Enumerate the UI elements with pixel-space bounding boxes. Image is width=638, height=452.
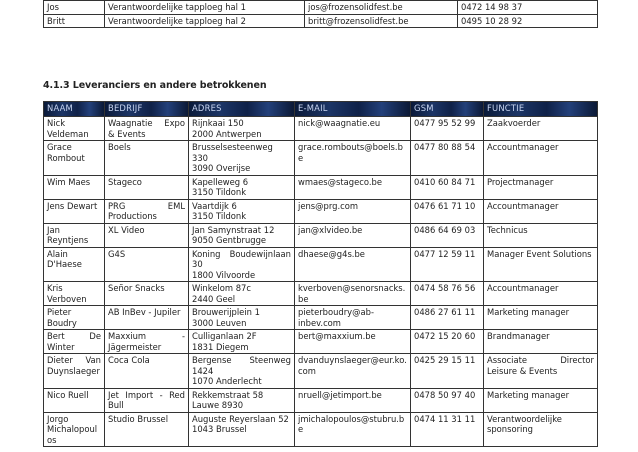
cell-bedrijf: AB InBev - Jupiler: [105, 306, 189, 330]
header-naam: NAAM: [44, 102, 105, 117]
table-row: [44, 247, 598, 282]
cell-bedrijf: Maxxium - Jägermeister: [105, 330, 189, 354]
header-email: E-MAIL: [295, 102, 411, 117]
contact-role: Verantwoordelijke tapploeg hal 1: [105, 1, 305, 15]
cell-gsm: 0474 11 31 11: [411, 412, 484, 447]
cell-email[interactable]: dvanduynslaeger@eur.ko.com: [295, 354, 411, 389]
cell-naam: Jan Reyntjens: [44, 223, 105, 247]
contact-name: Britt: [44, 14, 105, 28]
table-row: [44, 175, 598, 199]
cell-adres: Auguste Reyerslaan 52 1043 Brussel: [189, 412, 295, 447]
cell-naam: Kris Verboven: [44, 282, 105, 306]
contact-phone: 0472 14 98 37: [458, 1, 598, 15]
cell-naam: Nico Ruell: [44, 388, 105, 412]
cell-email[interactable]: nruell@jetimport.be: [295, 388, 411, 412]
cell-email[interactable]: wmaes@stageco.be: [295, 175, 411, 199]
cell-adres: Kapelleweg 6 3150 Tildonk: [189, 175, 295, 199]
cell-adres: Vaartdijk 6 3150 Tildonk: [189, 199, 295, 223]
cell-adres: Brusselsesteenweg 330 3090 Overijse: [189, 141, 295, 176]
cell-bedrijf: Coca Cola: [105, 354, 189, 389]
suppliers-table: [43, 101, 598, 447]
cell-bedrijf: Boels: [105, 141, 189, 176]
cell-functie: Marketing manager: [484, 306, 598, 330]
cell-functie: Zaakvoerder: [484, 117, 598, 141]
cell-naam: Bert De Winter: [44, 330, 105, 354]
table-row: [44, 141, 598, 176]
contact-role: Verantwoordelijke tapploeg hal 2: [105, 14, 305, 28]
table-row: [44, 330, 598, 354]
cell-email[interactable]: jan@xlvideo.be: [295, 223, 411, 247]
cell-functie: Technicus: [484, 223, 598, 247]
cell-bedrijf: PRG EML Productions: [105, 199, 189, 223]
cell-adres: Jan Samynstraat 12 9050 Gentbrugge: [189, 223, 295, 247]
table-row: [44, 282, 598, 306]
cell-bedrijf: Studio Brussel: [105, 412, 189, 447]
cell-functie: Accountmanager: [484, 282, 598, 306]
cell-naam: Pieter Boudry: [44, 306, 105, 330]
cell-gsm: 0477 12 59 11: [411, 247, 484, 282]
cell-adres: Winkelom 87c 2440 Geel: [189, 282, 295, 306]
cell-functie: Verantwoordelijke sponsoring: [484, 412, 598, 447]
cell-email[interactable]: nick@waagnatie.eu: [295, 117, 411, 141]
cell-adres: Koning Boudewijnlaan 30 1800 Vilvoorde: [189, 247, 295, 282]
section-heading: 4.1.3 Leveranciers en andere betrokkenen: [43, 80, 267, 91]
cell-naam: Grace Rombout: [44, 141, 105, 176]
cell-functie: Manager Event Solutions: [484, 247, 598, 282]
cell-bedrijf: Stageco: [105, 175, 189, 199]
cell-gsm: 0486 64 69 03: [411, 223, 484, 247]
cell-gsm: 0410 60 84 71: [411, 175, 484, 199]
cell-gsm: 0486 27 61 11: [411, 306, 484, 330]
header-functie: FUNCTIE: [484, 102, 598, 117]
cell-bedrijf: Jet Import - Red Bull: [105, 388, 189, 412]
cell-naam: Jens Dewart: [44, 199, 105, 223]
cell-email[interactable]: pieterboudry@ab-inbev.com: [295, 306, 411, 330]
cell-email[interactable]: kverboven@senorsnacks.be: [295, 282, 411, 306]
cell-email[interactable]: dhaese@g4s.be: [295, 247, 411, 282]
header-bedrijf: BEDRIJF: [105, 102, 189, 117]
contact-name: Jos: [44, 1, 105, 15]
cell-bedrijf: G4S: [105, 247, 189, 282]
cell-email[interactable]: bert@maxxium.be: [295, 330, 411, 354]
table-row: [44, 117, 598, 141]
table-row: [44, 388, 598, 412]
cell-naam: Dieter Van Duynslaeger: [44, 354, 105, 389]
cell-gsm: 0425 29 15 11: [411, 354, 484, 389]
cell-gsm: 0478 50 97 40: [411, 388, 484, 412]
header-gsm: GSM: [411, 102, 484, 117]
cell-gsm: 0476 61 71 10: [411, 199, 484, 223]
table-row: [44, 1, 598, 15]
table-row: [44, 306, 598, 330]
cell-adres: Rijnkaai 150 2000 Antwerpen: [189, 117, 295, 141]
cell-naam: Wim Maes: [44, 175, 105, 199]
cell-adres: Rekkemstraat 58 Lauwe 8930: [189, 388, 295, 412]
cell-adres: Culliganlaan 2F 1831 Diegem: [189, 330, 295, 354]
cell-email[interactable]: jmichalopoulos@stubru.be: [295, 412, 411, 447]
cell-functie: Associate Director Leisure & Events: [484, 354, 598, 389]
table-row: [44, 223, 598, 247]
table-header-row: [44, 102, 598, 117]
cell-gsm: 0477 80 88 54: [411, 141, 484, 176]
cell-functie: Accountmanager: [484, 141, 598, 176]
cell-functie: Accountmanager: [484, 199, 598, 223]
cell-functie: Brandmanager: [484, 330, 598, 354]
cell-adres: Bergense Steenweg 1424 1070 Anderlecht: [189, 354, 295, 389]
cell-functie: Marketing manager: [484, 388, 598, 412]
cell-naam: Alain D'Haese: [44, 247, 105, 282]
cell-gsm: 0477 95 52 99: [411, 117, 484, 141]
header-adres: ADRES: [189, 102, 295, 117]
cell-adres: Brouwerijplein 1 3000 Leuven: [189, 306, 295, 330]
cell-functie: Projectmanager: [484, 175, 598, 199]
cell-naam: Jorgo Michalopoulos: [44, 412, 105, 447]
cell-gsm: 0474 58 76 56: [411, 282, 484, 306]
cell-naam: Nick Veldeman: [44, 117, 105, 141]
cell-bedrijf: Waagnatie Expo & Events: [105, 117, 189, 141]
cell-email[interactable]: jens@prg.com: [295, 199, 411, 223]
contact-email[interactable]: jos@frozensolidfest.be: [305, 1, 458, 15]
cell-email[interactable]: grace.rombouts@boels.be: [295, 141, 411, 176]
table-row: [44, 354, 598, 389]
table-row: [44, 412, 598, 447]
contact-phone: 0495 10 28 92: [458, 14, 598, 28]
cell-bedrijf: XL Video: [105, 223, 189, 247]
table-row: [44, 199, 598, 223]
table-row: [44, 14, 598, 28]
top-contacts-table: [43, 0, 598, 28]
cell-bedrijf: Señor Snacks: [105, 282, 189, 306]
cell-gsm: 0472 15 20 60: [411, 330, 484, 354]
contact-email[interactable]: britt@frozensolidfest.be: [305, 14, 458, 28]
